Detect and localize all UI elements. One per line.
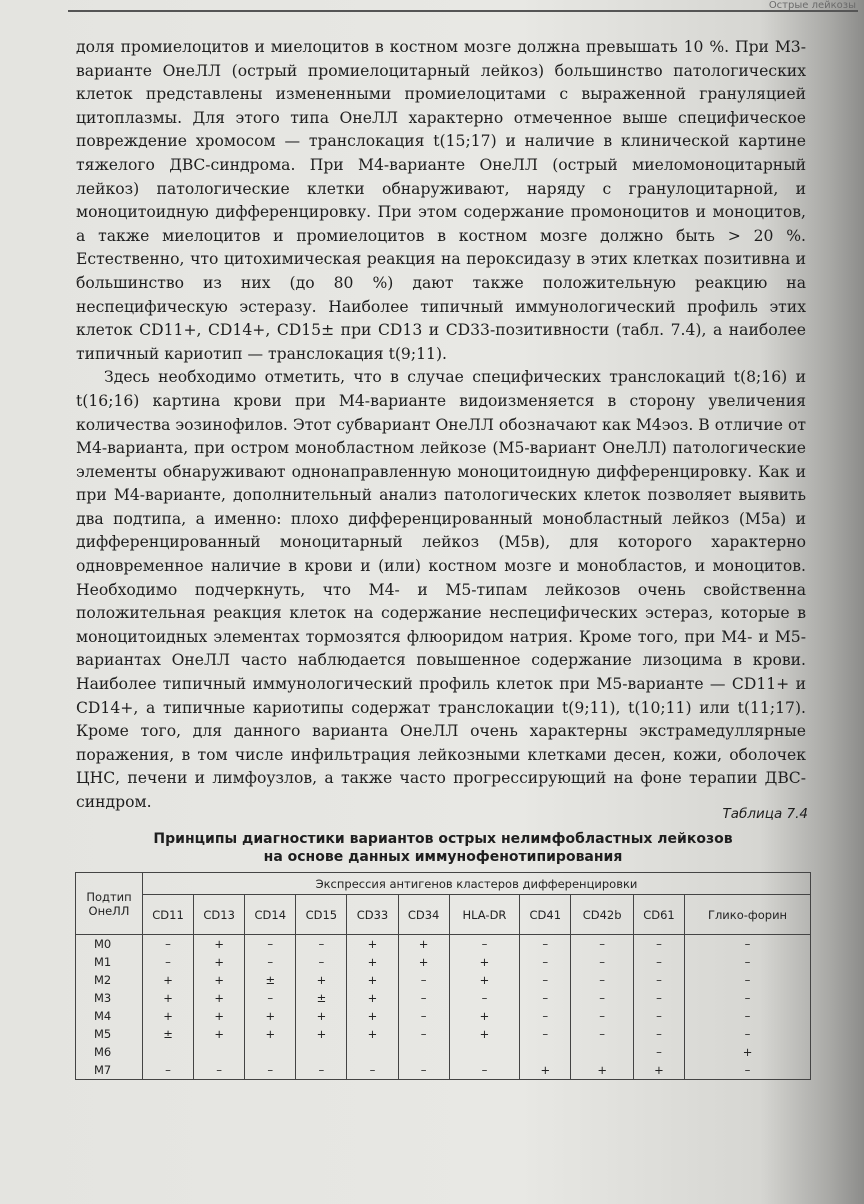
expression-cell: ± [143, 1025, 194, 1043]
expression-cell: + [296, 1007, 347, 1025]
antigen-column-header: CD14 [245, 895, 296, 935]
expression-cell: – [245, 935, 296, 954]
immunophenotype-table [75, 872, 811, 1080]
expression-cell: + [347, 953, 398, 971]
antigen-column-header: CD15 [296, 895, 347, 935]
expression-cell: + [194, 935, 245, 954]
expression-cell: + [245, 1007, 296, 1025]
expression-cell: ± [296, 989, 347, 1007]
expression-cell: – [245, 953, 296, 971]
expression-cell: – [520, 1007, 571, 1025]
expression-cell: + [449, 971, 520, 989]
expression-cell [296, 1043, 347, 1061]
expression-cell: + [194, 953, 245, 971]
expression-cell: + [633, 1061, 684, 1080]
antigen-column-header: Глико-форин [685, 895, 811, 935]
table-row [76, 1025, 811, 1043]
expression-cell: – [245, 1061, 296, 1080]
expression-cell: – [520, 935, 571, 954]
expression-cell: – [633, 1043, 684, 1061]
table-row [76, 1007, 811, 1025]
expression-cell: – [398, 1007, 449, 1025]
expression-cell: – [633, 989, 684, 1007]
expression-cell: + [194, 1025, 245, 1043]
expression-cell: + [449, 1007, 520, 1025]
subtype-cell: M5 [76, 1025, 143, 1043]
expression-cell: – [398, 1061, 449, 1080]
expression-cell: – [449, 989, 520, 1007]
expression-cell: – [520, 971, 571, 989]
paragraph-2: Здесь необходимо отметить, что в случае специфических транслокаций t(8;16) и t(16;16) картина крови при М4-варианте видоизменяется в сторону увеличения количества эозинофилов. Этот субвариант ОнеЛЛ обозначают как М4эоз. В отличие от М4-варианта, при остром монобластном лейкозе (М5-вариант ОнеЛЛ) патологические элементы обнаруживают однонаправленную моноцитоидную дифференцировку. Как и при М4-варианте, дополнительный анализ патологических клеток позволяет выявить два подтипа, а именно: плохо дифференцированный монобластный лейкоз (М5а) и дифференцированный моноцитарный лейкоз (М5в), для которого характерно одновременное наличие в крови и (или) костном мозге и монобластов, и моноцитов. Необходимо подчеркнуть, что М4- и М5-типам лейкозов очень свойственна положительная реакция клеток на содержание неспецифических эстераз, которые в моноцитоидных элементах тормозятся флюоридом натрия. Кроме того, при М4- и М5-вариантах ОнеЛЛ часто наблюдается повышенное содержание лизоцима в крови. Наиболее типичный иммунологический профиль клеток при М5-варианте — CD11+ и CD14+, а типичные кариотипы содержат транслокации t(9;11), t(10;11) или t(11;17). Кроме того, для данного варианта ОнеЛЛ очень характерны экстрамедуллярные поражения, в том числе инфильтрация лейкозными клетками десен, кожи, оболочек ЦНС, печени и лимфоузлов, а также часто прогрессирующий на фоне терапии ДВС-синдром. [76, 368, 806, 811]
expression-cell: + [194, 989, 245, 1007]
expression-cell: – [633, 953, 684, 971]
antigen-column-header: CD11 [143, 895, 194, 935]
subtype-cell: M3 [76, 989, 143, 1007]
expression-cell: + [296, 971, 347, 989]
expression-cell: + [347, 989, 398, 1007]
expression-cell: – [143, 953, 194, 971]
expression-cell: – [571, 953, 634, 971]
antigen-column-header: CD42b [571, 895, 634, 935]
expression-cell: – [685, 935, 811, 954]
expression-cell: + [449, 953, 520, 971]
table-row [76, 989, 811, 1007]
expression-cell: – [143, 1061, 194, 1080]
antigen-group-header: Экспрессия антигенов кластеров дифференцировки [143, 873, 811, 895]
expression-cell: + [245, 1025, 296, 1043]
table-row [76, 1043, 811, 1061]
expression-cell: + [296, 1025, 347, 1043]
expression-cell: – [296, 953, 347, 971]
running-header: Острые лейкозы [768, 0, 856, 11]
subtype-cell: M0 [76, 935, 143, 954]
expression-cell: + [143, 989, 194, 1007]
top-rule [68, 10, 858, 12]
expression-cell: + [347, 971, 398, 989]
expression-cell: – [398, 971, 449, 989]
subtype-cell: M2 [76, 971, 143, 989]
expression-cell: – [685, 1061, 811, 1080]
expression-cell [449, 1043, 520, 1061]
paragraph-1: доля промиелоцитов и миелоцитов в костном мозге должна превышать 10 %. При М3-варианте ОнеЛЛ (острый промиелоцитарный лейкоз) большинство патологических клеток представлены измененными промиелоцитами с выраженной грануляцией цитоплазмы. Для этого типа ОнеЛЛ характерно отмеченное выше специфическое повреждение хромосом — транслокация t(15;17) и наличие в клинической картине тяжелого ДВС-синдрома. При М4-варианте ОнеЛЛ (острый миеломоноцитарный лейкоз) патологические клетки обнаруживают, наряду с гранулоцитарной, и моноцитоидную дифференцировку. При этом содержание промоноцитов и моноцитов, а также миелоцитов и промиелоцитов в костном мозге должно быть > 20 %. Естественно, что цитохимическая реакция на пероксидазу в этих клетках позитивна и большинство из них (до 80 %) дают также положительную реакцию на неспецифическую эстеразу. Наиболее типичный иммунологический профиль этих клеток CD11+, CD14+, CD15± при CD13 и CD33-позитивности (табл. 7.4), а наиболее типичный кариотип — транслокация t(9;11). [76, 38, 806, 363]
expression-cell: + [347, 935, 398, 954]
antigen-column-header: CD13 [194, 895, 245, 935]
expression-cell: + [398, 935, 449, 954]
table-title-line-1: Принципы диагностики вариантов острых нелимфобластных лейкозов [153, 831, 733, 847]
expression-cell [398, 1043, 449, 1061]
antigen-column-header: HLA-DR [449, 895, 520, 935]
expression-cell: – [296, 1061, 347, 1080]
antigen-column-header: CD34 [398, 895, 449, 935]
expression-cell: + [685, 1043, 811, 1061]
expression-cell: – [245, 989, 296, 1007]
expression-cell: + [571, 1061, 634, 1080]
table-title-line-2: на основе данных иммунофенотипирования [263, 849, 623, 865]
expression-cell: – [398, 989, 449, 1007]
expression-cell: – [633, 1025, 684, 1043]
subtype-cell: M4 [76, 1007, 143, 1025]
expression-cell: – [571, 1025, 634, 1043]
subtype-cell: M1 [76, 953, 143, 971]
expression-cell [245, 1043, 296, 1061]
expression-cell [143, 1043, 194, 1061]
expression-cell: – [633, 1007, 684, 1025]
expression-cell: – [685, 1007, 811, 1025]
expression-cell: ± [245, 971, 296, 989]
expression-cell: + [520, 1061, 571, 1080]
expression-cell: – [520, 989, 571, 1007]
expression-cell: – [194, 1061, 245, 1080]
expression-cell: – [633, 971, 684, 989]
expression-cell: – [571, 989, 634, 1007]
expression-cell [347, 1043, 398, 1061]
subtype-cell: M7 [76, 1061, 143, 1080]
antigen-column-header: CD33 [347, 895, 398, 935]
expression-cell: – [685, 953, 811, 971]
expression-cell: – [685, 989, 811, 1007]
expression-cell: – [571, 935, 634, 954]
table-row [76, 935, 811, 954]
expression-cell: + [347, 1007, 398, 1025]
expression-cell [194, 1043, 245, 1061]
expression-cell: – [449, 935, 520, 954]
expression-cell: – [633, 935, 684, 954]
subtype-cell: M6 [76, 1043, 143, 1061]
expression-cell: + [194, 1007, 245, 1025]
table-row [76, 1061, 811, 1080]
table-row [76, 971, 811, 989]
body-text [76, 36, 806, 815]
expression-cell: + [143, 1007, 194, 1025]
expression-cell: + [398, 953, 449, 971]
expression-cell: – [571, 971, 634, 989]
expression-cell: – [520, 953, 571, 971]
antigen-column-header: CD41 [520, 895, 571, 935]
expression-cell [520, 1043, 571, 1061]
subtype-column-header: Подтип ОнеЛЛ [76, 873, 143, 935]
antigen-column-header: CD61 [633, 895, 684, 935]
table-label: Таблица 7.4 [722, 806, 808, 822]
expression-cell: – [347, 1061, 398, 1080]
expression-cell: – [398, 1025, 449, 1043]
table-row [76, 953, 811, 971]
expression-cell: – [296, 935, 347, 954]
expression-cell: – [520, 1025, 571, 1043]
expression-cell: – [449, 1061, 520, 1080]
expression-cell: + [143, 971, 194, 989]
table-title [78, 830, 808, 866]
expression-cell: – [685, 1025, 811, 1043]
expression-cell: + [194, 971, 245, 989]
expression-cell: – [143, 935, 194, 954]
expression-cell [571, 1043, 634, 1061]
expression-cell: – [571, 1007, 634, 1025]
expression-cell: – [685, 971, 811, 989]
expression-cell: + [449, 1025, 520, 1043]
expression-cell: + [347, 1025, 398, 1043]
